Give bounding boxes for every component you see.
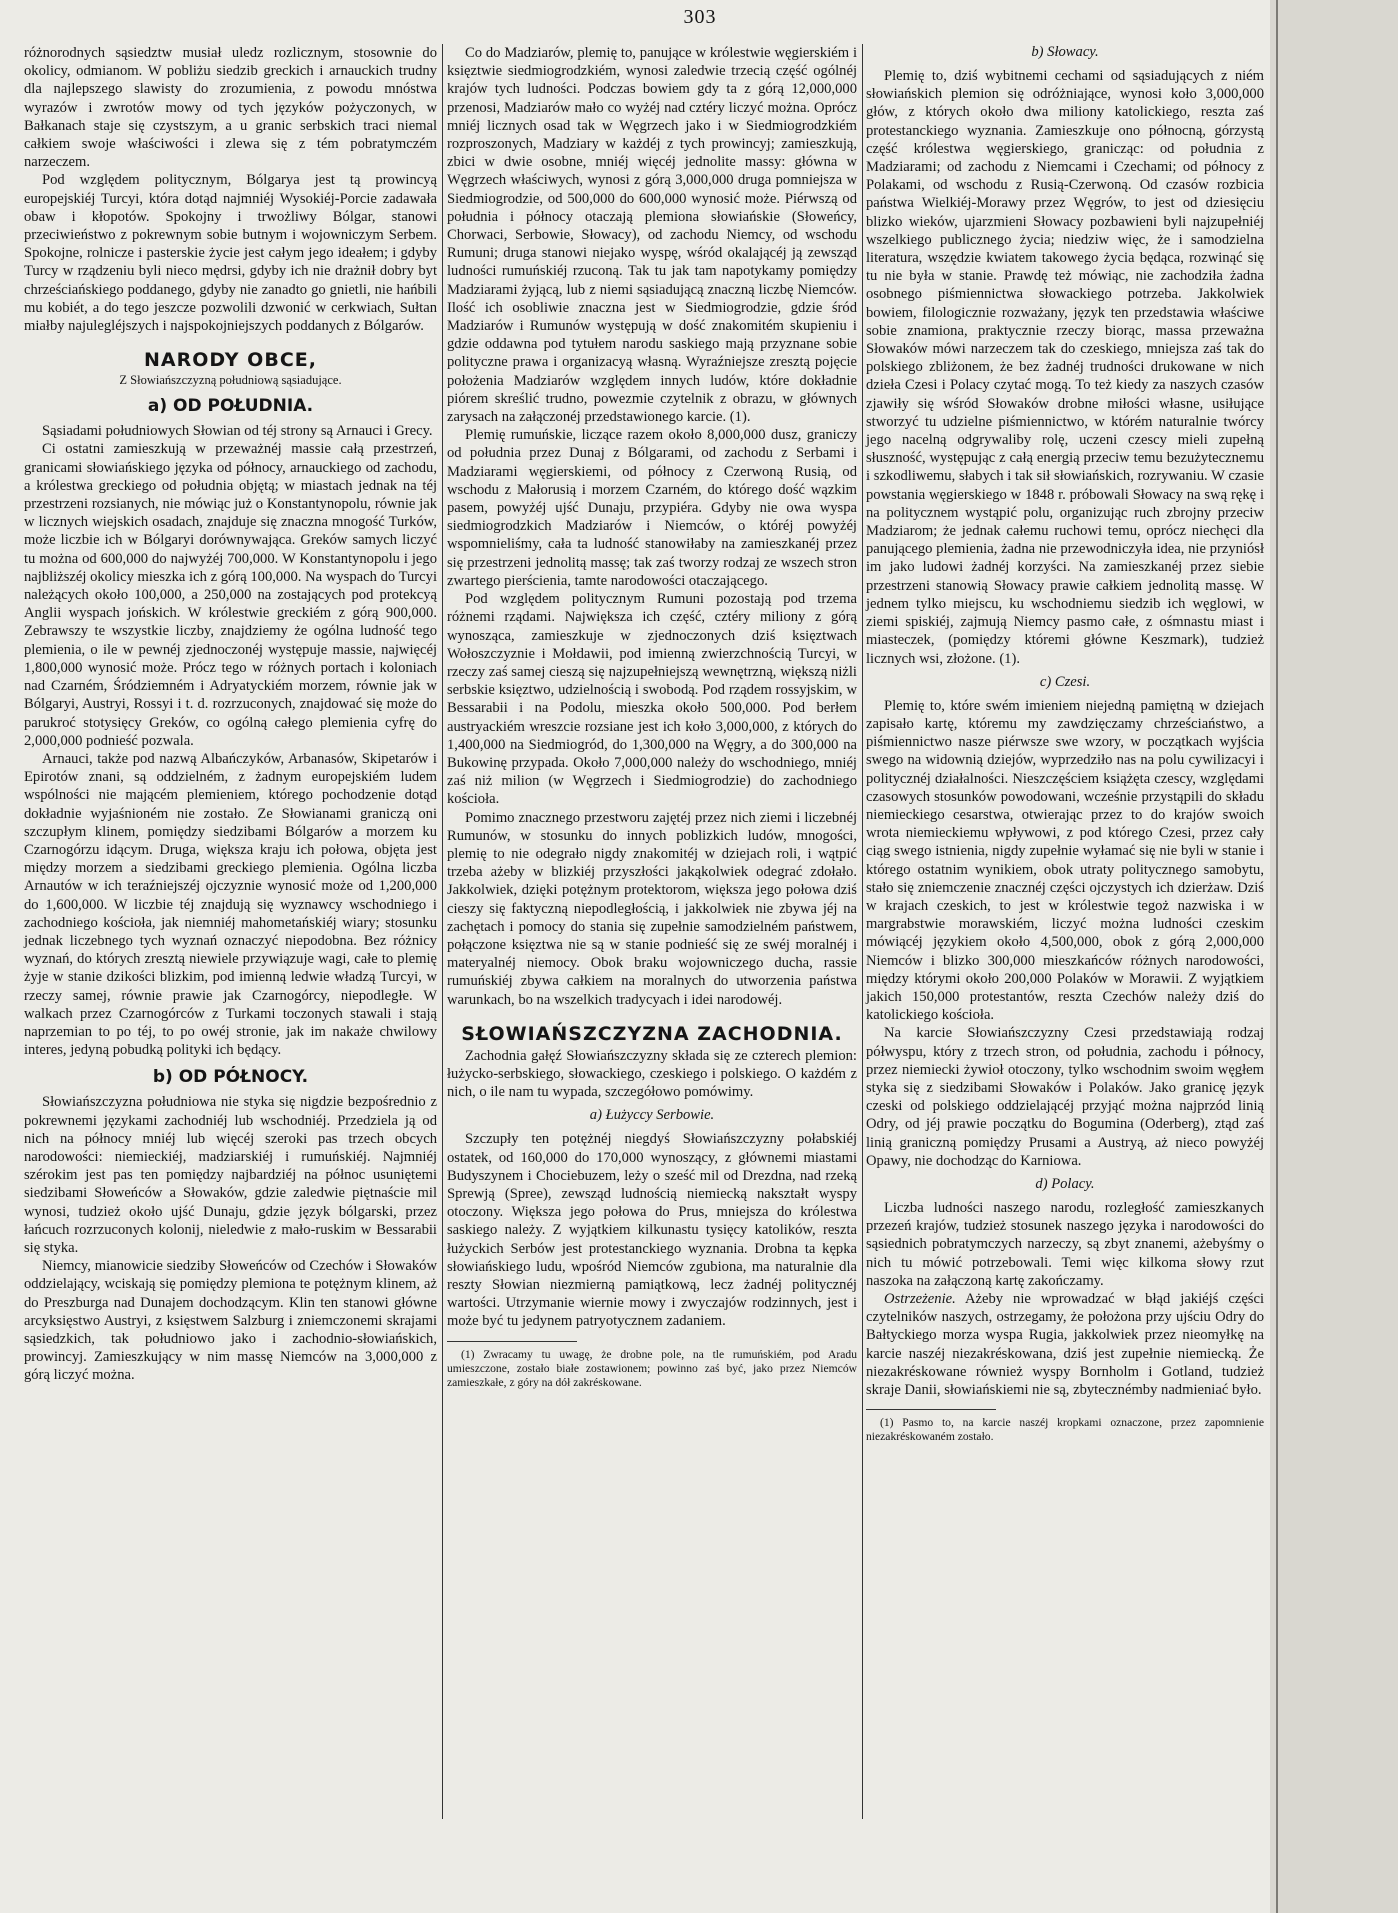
column-divider-1	[442, 44, 443, 1819]
section-heading: NARODY OBCE,	[144, 349, 317, 372]
footnote-rule	[447, 1341, 577, 1342]
paragraph: Plemię to, które swém imieniem niejedną pamiętną w dziejach zapisało kartę, któremu my zawdzięczamy chrześciaństwo, a piśmiennictwo nasze piérwsze swe wzory, w początkach wyjścia swego na widownią dziejów, wyprzedziło nas na polu cywilizacyi i politycznéj działalności. Nieszczęściem książęta czescy, względami czasowych stosunków powodowani, wcześnie przystąpili do składu niemieckiego cesarstwa, otwierając przez to do krajów swoich wrota niemieckiemu wpływowi, z pod którego Czesi, przez cały ciąg swego istnienia, nigdy zupełnie wyłamać się nie byli w stanie i którego ostatnim wynikiem, obok utraty politycznego samobytu, stało się zniemczenie znacznéj części ojczystych ich dzierżaw. Dziś w krajach czeskich, to jest w królestwie tegoż nazwiska i w margrabstwie morawskiém, liczyć można ludności czeskim mówiącéj językiem około 4,500,000, obok z górą 2,000,000 Niemców i blizko 300,000 mieszkańców różnych narodowości, między którymi około 200,000 Polaków w Morawii. Z wyjątkiem jakich 150,000 protestantów, reszta Czechów należy dziś do katolickiego kościoła.	[866, 697, 1264, 1024]
page-number	[560, 6, 840, 29]
page-number-text: 303	[683, 6, 717, 28]
column-3	[866, 44, 1264, 1444]
notice-paragraph	[866, 1290, 1264, 1399]
paragraph: Ci ostatni zamieszkują w przeważnéj massie całą przestrzeń, granicami słowiańskiego języka od północy, arnauckiego od zachodu, a królestwa greckiego od południa objętą; w miastach jednak na téj przestrzeni rozsianych, nie mówiąc już o Konstantynopolu, równie jak w licznych wiejskich osadach, znajduje się znaczna mnogość Turków, może liczbie ich w Bólgaryi dorównywająca. Greków samych liczyć tu można od 600,000 do najwyżéj 700,000. W Konstantynopolu i jego najbliższéj okolicy mieszka ich z górą 100,000. Na wyspach do Turcyi należących około 100,000, a 250,000 na zostających pod protekcyą Anglii wyspach jońskich. W królestwie greckiém z górą 900,000. Zebrawszy te wszystkie liczby, znajdziemy że ogólna ludność tego plemienia, o ile w pewnéj zjednoczonéj występuje massie, najwięcéj 1,800,000 wynosić może. Prócz tego w różnych portach i koloniach nad Czarném, Śródziemném i Adryatyckiém morzem, równie jak w Bólgaryi, Austryi, Rossyi i t. d. rozrzuconych, znajdować się może do parukroć stotysięcy Greków, co ogólną całego plemienia cyfrę do 2,000,000 podnieść pozwala.	[24, 441, 437, 749]
paragraph: Słowiańszczyzna południowa nie styka się nigdzie bezpośrednio z pokrewnemi językami zachodniéj lub wschodniéj. Przedziela ją od nich na północy mniéj lub więcéj szeroki pas trzech obcych narodowości: niemieckiéj, madziarskiéj i rumuńskiéj. Najmniéj szérokim jest pas ten pomiędzy najbardziéj na północ usuniętemi siedzibami Słoweńców a Słowaków, gdzie zaledwie piętnaście mil wynosi, tudzież około ujść Dunaju, gdzie język bólgarski, przez łańcuch rozrzuconych kolonij, nieledwie z mało-ruskim w Bessarabii się styka.	[24, 1094, 437, 1256]
subsection-heading: a) Łużyccy Serbowie.	[589, 1107, 715, 1124]
notice-text: Ażeby nie wprowadzać w błąd jakiéjś części czytelników naszych, ostrzegamy, że położona przy ujściu Odry do Bałtyckiego morza wyspa Rugia, jakkolwiek przez nieomyłkę na karcie naszéj niezakréskowana, dziś jest zupełnie niemiecką. Że niezakréskowane również wyspy Bornholm i Gotland, tudzież skraje Danii, słowiańskiemi nie są, zbytecznémby nadmieniać było.	[866, 1291, 1265, 1399]
paragraph: różnorodnych sąsiedztw musiał uledz rozlicznym, stosownie do okolicy, odmianom. W pobliżu siedzib greckich i arnauckich trudny dla najlepszego slawisty do zrozumienia, z powodu mnóstwa wyrazów i zwrotów mowy od tych języków pożyczonych, w Bałkanach staje się czystszym, a u granic serbskich traci niemal całkiem swoje właściwości i zlewa się z tém pobratymczém narzeczem.	[24, 45, 437, 171]
subsection-heading: d) Polacy.	[1035, 1175, 1095, 1192]
column-2	[447, 44, 857, 1390]
paragraph: Szczupły ten potężnéj niegdyś Słowiańszczyzny połabskiéj ostatek, od 160,000 do 170,000 wynoszący, z głównemi miastami Budyszynem i Chociebuzem, leży o sześć mil od Drezdna, nad rzeką Sprewją (Spree), zewsząd ludnością niemiecką nakształt wyspy otoczony. Większa jego połowa do Prus, mniejsza do królestwa saskiego należy. Z wyjątkiem kilkunastu tysięcy katolików, reszta łużyckich Serbów jest protestanckiego wyznania. Drobna ta kępka słowiańskiego ludu, wpośród Niemców zgubiona, ma naturalnie dla reszty Słowian niezmierną pamiątkową, lecz żadnéj politycznéj wartości. Utrzymanie wiernie mowy i zwyczajów rodzinnych, jest i może być tu jedynem patryotycznem zadaniem.	[447, 1131, 857, 1330]
subsection-heading: b) Słowacy.	[1031, 44, 1099, 60]
notice-label: Ostrzeżenie.	[884, 1291, 956, 1307]
subsection-heading: b) OD PÓŁNOCY.	[152, 1067, 309, 1088]
paragraph: Zachodnia gałęź Słowiańszczyzny składa się ze czterech plemion: łużycko-serbskiego, słowackiego, czeskiego i polskiego. O każdém z nich, o ile nam tu wypada, szczegółowo pomówimy.	[447, 1047, 857, 1101]
paragraph: Niemcy, mianowicie siedziby Słoweńców od Czechów i Słowaków oddzielający, wciskają się pomiędzy plemiona te potężnym klinem, aż do Preszburga nad Dunajem dochodzącym. Klin ten stanowi główne arcyksięstwo Austryi, z księstwem Salzburg i zniemczonemi skrajami sąsiedzkich, tak południowo jako i zachodnio-słowiańskich, prowincyj. Zamieszkujący w nim massę Niemców na 3,000,000 z górą liczyć można.	[24, 1258, 437, 1384]
column-divider-2	[862, 44, 863, 1819]
paragraph: Arnauci, także pod nazwą Albańczyków, Arbanasów, Skipetarów i Epirotów znani, są oddzielném, z żadnym europejskiém ludem wspólności nie mającém plemieniem, którego pochodzenie dotąd dokładnie wyjaśnioném nie zostało. Ze Słowianami graniczą oni szczupłym klinem, pomiędzy siedzibami Bólgarów a morzem ku Czarnogórzu idącym. Druga, większa kraju ich połowa, objęta jest między morzem a siedzibami greckiego plemienia. Ogólna liczba Arnautów w ich teraźniejszéj ojczyznie wynosić może od 1,200,000 do 1,600,000. W liczbie téj znajdują się wyznawcy wschodniego i zachodniego kościoła, jak niemniéj mahometańskiéj wiary; stosunku jednak liczebnego tych wyznań oznaczyć niepodobna. Bez różnicy wyznań, do których zresztą niewiele przywiązuje wagi, całe to plemię żyje w stanie dzikości blizkim, pod imienną ledwie władzą Turcyi, w rzeczy samej, równie prawie jak Czarnogórcy, niepodległe. W walkach przez Czarnogórców z Turkami toczonych stawali i stają naprzemian to po téj, to po owéj stronie, jak im nakaże chwilowy interes, jedyną pobudką polityki ich będący.	[24, 750, 437, 1059]
subsection-heading: a) OD POŁUDNIA.	[147, 396, 314, 417]
section-heading: SŁOWIAŃSZCZYZNA ZACHODNIA.	[461, 1022, 843, 1045]
paragraph: Plemię to, dziś wybitnemi cechami od sąsiadujących z niém słowiańskich plemion się odróżniające, wynosi koło 3,000,000 głów, z których około dwa miliony katolickiego, reszta zaś protestanckiego wyznania. Zamieszkuje ono północną, górzystą część królestwa węgierskiego, granicząc: od południa z Madziarami; od zachodu z Niemcami i Czechami; od północy z Polakami, od wschodu z Rusią-Czerwoną. Od czasów rozbicia państwa Wielkiéj-Morawy przez Węgrów, to jest od dziesięciu blizko wieków, ujarzmieni Słowacy pozbawieni byli najzupełniéj wszelkiego publicznego życia; niedziw więc, że i samodzielna literatura, wszędzie kwiatem takowego życia będąca, rozwinąć się tu nie była w stanie. Prawdę też mówiąc, nie zachodziła żadna osobnego piśmiennictwa słowackiego potrzeba. Jakkolwiek bowiem, filologicznie rozważany, język ten przedstawia właściwe sobie znamiona, praktycznie rzeczy biorąc, massa przeważna Słowaków mówi narzeczem tak do czeskiego, mniejsza zaś tak do polskiego zbliżonem, że bez żadnéj trudności drukowane w nich dzieła Czesi i Polacy czytać mogą. To też kiedy za naszych czasów zjawiły się wśród Słowaków drobne miłości własne, usiłujące stworzyć tu udzielne piśmiennictwo, w którém naturalnie twórcy jego nacelną odgrywaliby rolę, uczeni czescy mieli zupełną słuszność, występując z całą energią przeciw temu bezużytecznemu i szkodliwemu, słabych i tak sił słowiańskich, rozrywaniu. W czasie powstania węgierskiego w 1848 r. próbowali Słowacy na swą rękę i na politycznem wystąpić polu, organizując ruch zbrojny przeciw Madziarom; że jednak całemu ruchowi temu, oprócz niechęci dla panującego plemienia, żadna nie przewodniczyła idea, nie przyniósł im jako ludowi żadnéj korzyści. Na zamieszkanéj przez siebie przestrzeni stanowią Słowacy prawie całkiem jednolitą massę. W jednem tylko miejscu, ku wschodniemu siedzib ich węglowi, w ziemi spiskiéj, zajmują Niemcy pasmo całe, z ośmnastu miast i miasteczek, (pomiędzy któremi główne Keszmark), tudzież licznych wsi, złożone. (1).	[866, 68, 1264, 667]
section-subheading: Z Słowiańszczyzną południową sąsiadujące.	[119, 373, 342, 388]
paragraph: Pod względem politycznym, Bólgarya jest tą prowincyą europejskiéj Turcyi, która dotąd najmniéj Wysokiéj-Porcie zadawała obaw i kłopotów. Spokojny i trwożliwy Bólgar, stanowi przeciwieństwo z pokrewnym sobie butnym i wojowniczym Serbem. Spokojne, rolnicze i pasterskie życie jest całym jego ideałem; i gdyby Turcy w rządzeniu byli nieco mędrsi, gdyby ich nie drażnił dobry byt chrześciańskiego poddanego, gdyby nie zanadto go gnietli, nie hańbili mu kobiét, a do tego jeszcze pozwolili dzwonić w cerkwiach, Sułtan miałby najulegléjszych i najspokojniejszych poddanych z Bólgarów.	[24, 172, 437, 335]
paragraph: Pomimo znacznego przestworu zajętéj przez nich ziemi i liczebnéj Rumunów, w stosunku do innych poblizkich ludów, mnogości, plemię to nie odegrało nigdy znakomitéj w dziejach roli, i wątpić trzeba ażeby w blizkiéj przyszłości jakąkolwiek odegrać zdołało. Jakkolwiek, dzięki potężnym protektorom, większa jego połowa dziś cieszy się faktyczną niepodległością, i jakkolwiek nie zbywa jéj na zachętach i pomocy do stania się zupełnie samodzielném państwem, połączone księztwa nie są w stanie podnieść się ze swéj moralnéj i materyalnéj niemocy. Obok braku wojowniczego ducha, rassie rumuńskiéj zbywa całkiem na moralnych do utworzenia państwa warunkach, bo na wszelkich tradycyach i idei narodowéj.	[447, 809, 857, 1008]
page-edge	[1270, 0, 1398, 1913]
paragraph: Na karcie Słowiańszczyzny Czesi przedstawiają rodzaj półwyspu, który z trzech stron, od południa, zachodu i północy, przez niemiecki żywioł otoczony, tylko wschodnim swoim węgłem styka się z siedzibami Słowaków i Polaków. Jako granicę język czeski od polskiego oddzielającéj przyjąć można najprzód linią Odry, od jéj prawie początku do Bogumina (Oderberg), ztąd zaś linią graniczną pomiędzy Prusami a Austryą, aż nieco powyżéj Opawy, nie dochodząc do Karniowa.	[866, 1025, 1264, 1169]
paragraph: Liczba ludności naszego narodu, rozległość zamieszkanych przezeń krajów, tudzież stosunek naszego języka i narodowości do sąsiednich pobratymczych narzeczy, są zbyt znanemi, ażebyśmy o nich tu mówić potrzebowali. Temi więc kilkoma słowy rzut naszoka na załączoną kartę zakończamy.	[866, 1199, 1264, 1289]
footnote: (1) Zwracamy tu uwagę, że drobne pole, na tle rumuńskiém, pod Aradu umieszczone, zostało białe zostawionem; powinno zaś być, jako przez Niemców zamieszkałe, z góry na dół zakréskowane.	[447, 1347, 857, 1389]
footnote: (1) Pasmo to, na karcie naszéj kropkami oznaczone, przez zapomnienie niezakréskowaném zostało.	[866, 1416, 1264, 1444]
paragraph: Co do Madziarów, plemię to, panujące w królestwie węgierskiém i księztwie siedmiogrodzkiém, wynosi zaledwie trzecią część ogólnéj krajów tych ludności. Podczas bowiem gdy ta z górą 12,000,000 przenosi, Madziarów mało co wyżéj nad cztéry liczyć można. Oprócz mniéj licznych osad tak w Węgrzech jako i w Siedmiogrodzkiém rozproszonych, Madziary w każdéj z tych prowincyj; zamieszkują, zbici w dwie osobne, mniéj więcéj jednolite massy: główna w Węgrzech właściwych, wynosi z górą 3,000,000 druga pomniejsza w Siedmiogrodzie, od 500,000 do 600,000 wynosić może. Piérwszą od południa i północy otaczają plemiona słowiańskie (Słoweńcy, Chorwaci, Serbowie, Słowacy), od zachodu Niemcy, od wschodu Rumuni; druga stanowi niejako wyspę, wśród okalającéj ją zewsząd ludności rumuńskiéj rzuconą. Tak tu jak tam napotykamy pomiędzy Madziarami żyjącą, lub z niemi sąsiadującą znaczną liczbę Niemców. Ilość ich osobliwie znaczna jest w Siedmiogrodzie, gdzie śród Madziarów i Rumunów występują w dość znakomitém skupieniu i gdzie oddawna pod tytułem narodu saskiego mają przyznane sobie polityczne prawa i organizacyą własną. Wyraźniejsze zresztą pojęcie położenia Madziarów względem innych ludów, które dokładnie piórem skreślić trudno, powezmie czytelnik z obrazu, w głównych zarysach na załączonéj przedstawionego karcie. (1).	[447, 45, 857, 426]
footnote-rule	[866, 1409, 996, 1410]
subsection-heading: c) Czesi.	[1039, 673, 1091, 690]
paragraph: Pod względem politycznym Rumuni pozostają pod trzema różnemi rządami. Największa ich część, cztéry miliony z górą wynosząca, zamieszkuje w zjednoczonych dziś księztwach Wołoszczyznie i Mołdawii, pod imienną zwierzchnością Turcyi, w rzeczy zaś samej cieszą się najzupełniejszą wewnętrzną, większą niżli serbskie księztwo, udzielnością i swobodą. Pod rządem rossyjskim, w Bessarabii i na Podolu, mieszka około 500,000. Pod berłem austryackiém wreszcie rozsiane jest ich koło 3,000,000, z których do 1,400,000 na Siedmiogród, do 1,300,000 na Węgry, a do 300,000 na Bukowinę przypada. Około 7,000,000 należy do wschodniego, mniéj zaś niż milion (w Węgrzech i Siedmiogrodzie) do zachodniego kościoła.	[447, 591, 857, 808]
column-1	[24, 44, 437, 1385]
paragraph: Sąsiadami południowych Słowian od téj strony są Arnauci i Grecy.	[42, 423, 433, 440]
paragraph: Plemię rumuńskie, liczące razem około 8,000,000 dusz, graniczy od południa przez Dunaj z Bólgarami, od zachodu z Serbami i Madziarami węgierskiemi, od północy z Czerwoną Rusią, od wschodu z Małorusią i morzem Czarném, do którego dość wązkim pasem, powyżéj ujść Dunaju, przypiéra. Gdyby nie owa wyspa siedmiogrodzkich Madziarów i Niemców, o któréj powyżéj wspomnieliśmy, cała ta ludność stanowiłaby na zamieszkanéj przez się przestrzeni jednolitą massę; tak zaś tworzy rodzaj ze wszech stron zwartego pierścienia, tamte narodowości otaczającego.	[447, 427, 857, 589]
